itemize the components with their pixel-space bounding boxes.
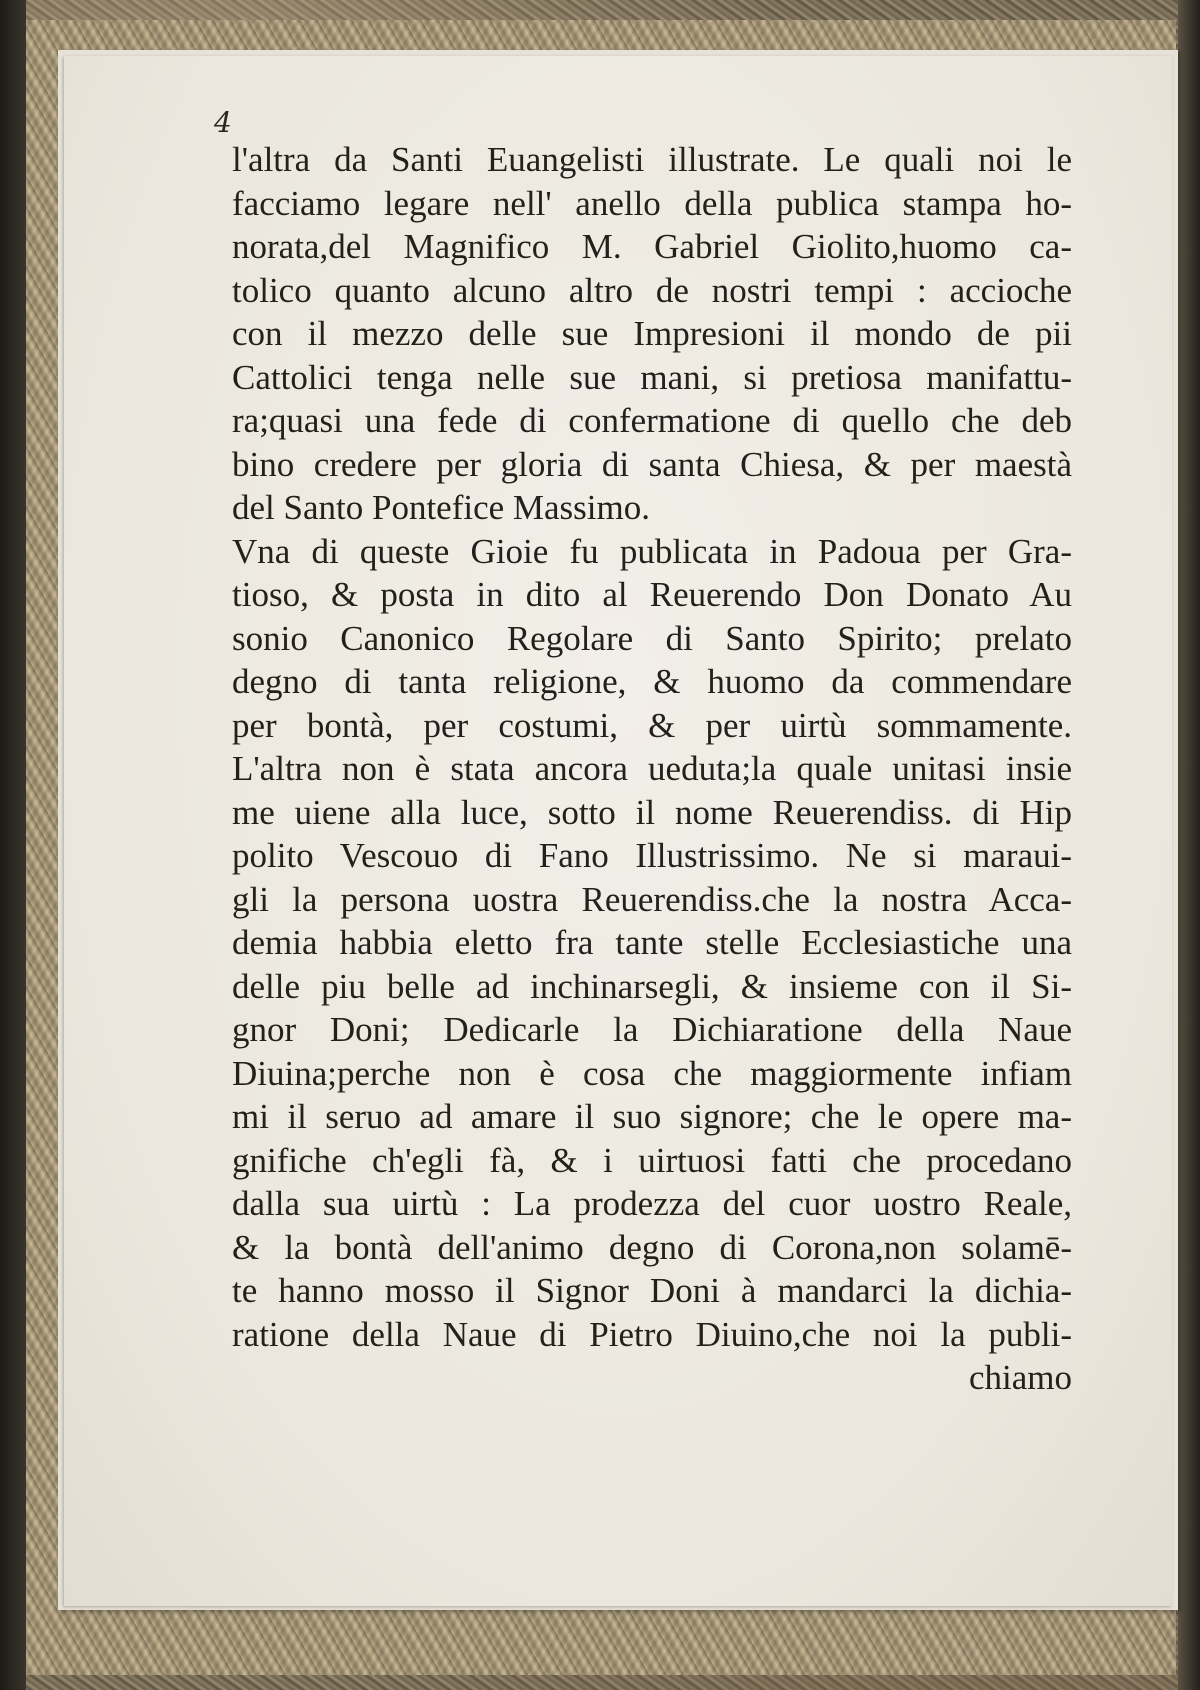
text-line: L'altra non è stata ancora ueduta;la quale unitasi insie (232, 749, 1072, 788)
text-line: degno di tanta religione, & huomo da commendare (232, 662, 1072, 701)
text-line: delle piu belle ad inchinarsegli, & insieme con il Si- (232, 966, 1072, 1006)
text-line: gli la persona uostra Reuerendiss.che la nostra Acca- (232, 879, 1072, 919)
text-line: tioso, & posta in dito al Reuerendo Don Donato Au (232, 575, 1072, 614)
text-line: facciamo legare nell' anello della publica stampa ho- (232, 183, 1072, 223)
text-line: gnifiche ch'egli fà, & i uirtuosi fatti che procedano (232, 1140, 1072, 1180)
text-line: mi il seruo ad amare il suo signore; che le opere ma- (232, 1097, 1072, 1136)
text-line: sonio Canonico Regolare di Santo Spirito; prelato (232, 618, 1072, 658)
binding-shadow-right (1178, 0, 1200, 1690)
binding-shadow-left (0, 0, 26, 1690)
text-line: me uiene alla luce, sotto il nome Reuerendiss. di Hip (232, 792, 1072, 832)
text-line: Vna di queste Gioie fu publicata in Padoua per Gra- (232, 531, 1072, 571)
text-line: ra;quasi una fede di confermatione di quello che deb (232, 401, 1072, 440)
text-line: tolico quanto alcuno altro de nostri tempi : accioche (232, 270, 1072, 310)
text-line: te hanno mosso il Signor Doni à mandarci la dichia- (232, 1271, 1072, 1310)
text-line: con il mezzo delle sue Impresioni il mondo de pii (232, 314, 1072, 353)
text-line: norata,del Magnifico M. Gabriel Giolito,huomo ca- (232, 227, 1072, 266)
text-line: Diuina;perche non è cosa che maggiormente infiam (232, 1053, 1072, 1093)
body-text (232, 138, 1072, 1400)
page-number: 4 (214, 106, 232, 139)
text-line: per bontà, per costumi, & per uirtù sommamente. (232, 705, 1072, 745)
text-line: gnor Doni; Dedicarle la Dichiaratione della Naue (232, 1010, 1072, 1049)
text-line: & la bontà dell'animo degno di Corona,non solamē- (232, 1227, 1072, 1267)
text-line: del Santo Pontefice Massimo. (232, 488, 651, 527)
text-line: ratione della Naue di Pietro Diuino,che noi la publi- (232, 1314, 1072, 1354)
text-line: bino credere per gloria di santa Chiesa, & per maestà (232, 444, 1072, 484)
catchword: chiamo (968, 1358, 1072, 1397)
text-line: polito Vescouo di Fano Illustrissimo. Ne si maraui- (232, 836, 1072, 875)
text-line: demia habbia eletto fra tante stelle Ecclesiastiche una (232, 923, 1072, 962)
text-line: dalla sua uirtù : La prodezza del cuor uostro Reale, (232, 1184, 1072, 1223)
text-line: l'altra da Santi Euangelisti illustrate. Le quali noi le (232, 140, 1072, 179)
text-line: Cattolici tenga nelle sue mani, si pretiosa manifattu- (232, 357, 1072, 397)
